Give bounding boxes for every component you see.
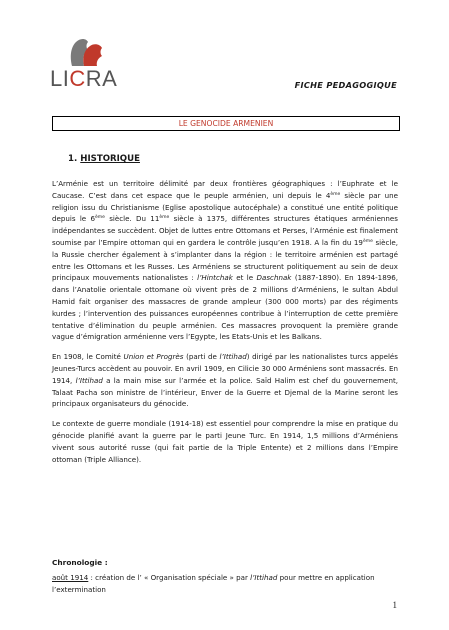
page-number: 1 xyxy=(392,600,397,610)
chronology-date: août 1914 xyxy=(52,573,89,582)
paragraph-1: L’Arménie est un territoire délimité par deux frontières géographiques : l’Euphrate et le Caucase. C’est dans cet espace que le peuple arménien, uni depuis le 4ème siècle par une religion issu du Christianisme (Eglise apostolique autocéphale) a constitué une entité politique depuis le 6ème siècle. Du 11ème siècle à 1375, différentes structures étatiques arméniennes indépendantes se succèdent. Objet de luttes entre Ottomans et Perses, l’Arménie est finalement soumise par l’Empire ottoman qui en gardera le contrôle jusqu’en 1918. A la fin du 19ème siècle, la Russie chercher également à s’implanter dans la région : le territoire arménien est partagé entre les Ottomans et les Russes. Les Arméniens se structurent politiquement au sein de deux principaux mouvements nationalistes : l’Hintchak et le Daschnak (1887-1890). En 1894-1896, dans l’Anatolie orientale ottomane où vivent près de 2 millions d’Arméniens, le sultan Abdul Hamid fait organiser des massacres de grande ampleur (300 000 morts) par des régiments kurdes ; l’intervention des puissances européennes contribue à l’interruption de cette première tentative d’élimination du peuple arménien. Ces massacres provoquent la première grande vague d’émigration arménienne vers l’Egypte, les Etats-Unis et les Balkans. xyxy=(52,179,399,342)
body-text xyxy=(52,178,398,473)
section-heading-historique xyxy=(68,154,140,164)
chronology-heading: Chronologie : xyxy=(52,558,108,567)
fiche-pedagogique-label: FICHE PEDAGOGIQUE xyxy=(294,80,397,90)
logo-wordmark: LICRA xyxy=(50,66,118,91)
chronology-item: août 1914 : création de l’ « Organisation spéciale » par l’Ittihad pour mettre en application l’extermination xyxy=(52,573,375,594)
document-title: LE GENOCIDE ARMENIEN xyxy=(52,116,400,131)
paragraph-2: En 1908, le Comité Union et Progrès (parti de l’Ittihad) dirigé par les nationalistes turcs appelés Jeunes-Turcs accèdent au pouvoir. En avril 1909, en Cilicie 30 000 Arméniens sont massacrés. En 1914, l’Ittihad a la main mise sur l’armée et la police. Saïd Halim est chef du gouvernement, Talaat Pacha son ministre de l’intérieur, Enver de la Guerre et Djemal de la Marine seront les principaux organisateurs du génocide. xyxy=(52,352,398,409)
section-title: HISTORIQUE xyxy=(80,154,140,164)
logo-profiles-icon xyxy=(64,36,110,68)
paragraph-3: Le contexte de guerre mondiale (1914-18) est essentiel pour comprendre la mise en pratique du génocide planifié avant la guerre par le parti Jeune Turc. En 1914, 1,5 millions d’Arméniens vivent sous autorité russe (qui fait partie de la Triple Entente) et 2 millions dans l’Empire ottoman (Triple Alliance). xyxy=(52,419,398,464)
section-number: 1. xyxy=(68,154,78,164)
licra-logo xyxy=(50,36,130,92)
